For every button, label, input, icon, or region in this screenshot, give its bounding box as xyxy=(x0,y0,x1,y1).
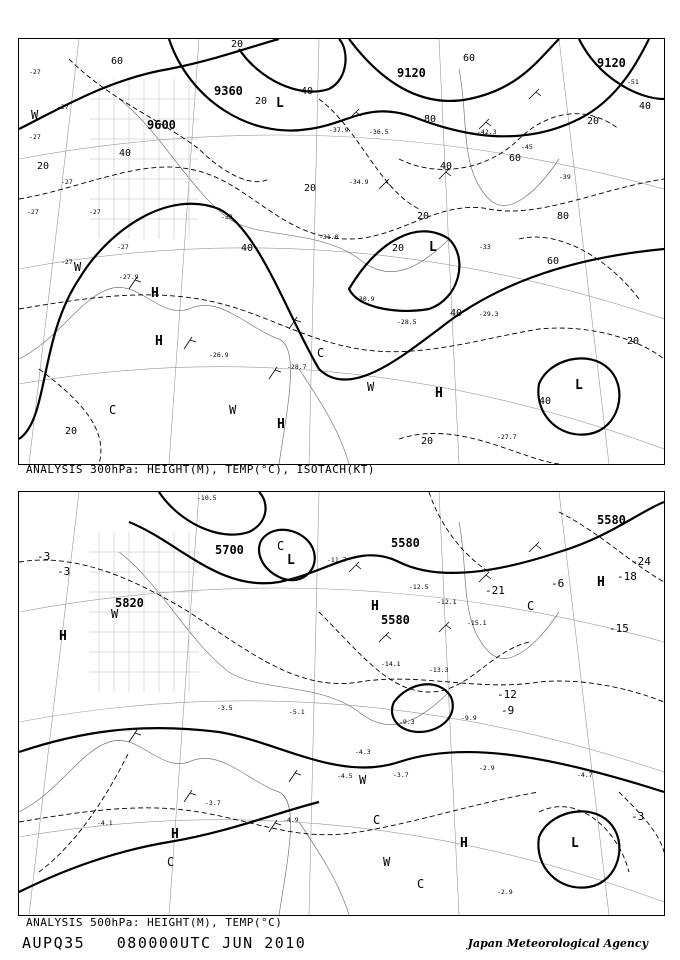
temperature-label: -4.7 xyxy=(577,771,593,779)
isotach-label: 20 xyxy=(255,96,268,107)
height-label: 5820 xyxy=(115,596,144,610)
warm-center: W xyxy=(383,855,391,869)
temperature-label: -3.7 xyxy=(393,771,409,779)
height-label: 5700 xyxy=(215,543,244,557)
isotherm-label: -21 xyxy=(485,584,505,597)
temperature-label: -27.9 xyxy=(119,273,139,281)
temperature-label: -27 xyxy=(89,208,101,216)
isotherm-label: -9 xyxy=(501,704,515,717)
temperature-label: -2.9 xyxy=(479,764,495,772)
temperature-label: -31.0 xyxy=(319,233,339,241)
temperature-label: -4.1 xyxy=(97,819,113,827)
temperature-label: -27 xyxy=(117,243,129,251)
temperature-label: -51 xyxy=(627,78,639,86)
low-pressure-center: L xyxy=(429,240,437,255)
isotach-label: 20 xyxy=(627,336,640,347)
warm-center: W xyxy=(74,260,82,274)
isotach-label: 60 xyxy=(509,153,522,164)
warm-center: W xyxy=(359,773,367,787)
temperature-label: -4.3 xyxy=(355,748,371,756)
high-pressure-center: H xyxy=(155,334,163,349)
isotach-label: 20 xyxy=(421,436,434,447)
isotach-label: 40 xyxy=(639,101,652,112)
high-pressure-center: H xyxy=(171,827,179,842)
warm-center: W xyxy=(367,380,375,394)
temperature-label: -27 xyxy=(61,178,73,186)
temperature-label: -15.1 xyxy=(467,619,487,627)
isotherm-label: -18 xyxy=(617,570,637,583)
agency-name: Japan Meteorological Agency xyxy=(467,937,648,950)
isotach-label: 20 xyxy=(37,161,50,172)
cold-center: C xyxy=(277,539,285,553)
isotach-label: 40 xyxy=(241,243,254,254)
isotach-label: 20 xyxy=(65,426,78,437)
height-labels xyxy=(147,56,626,132)
height-label: 9360 xyxy=(214,84,243,98)
temperature-label: -30.9 xyxy=(355,295,375,303)
high-pressure-center: H xyxy=(371,599,379,614)
temperature-label: -33 xyxy=(221,213,233,221)
temperature-label: -37.9 xyxy=(329,126,349,134)
temperature-label: -4.9 xyxy=(283,816,299,824)
temperature-label: -12.1 xyxy=(437,598,457,606)
temperature-label: -12.5 xyxy=(409,583,429,591)
caption-500hpa: ANALYSIS 500hPa: HEIGHT(M), TEMP(°C) xyxy=(26,916,283,929)
chart-datetime: 080000UTC JUN 2010 xyxy=(116,934,307,952)
temperature-label: -27.7 xyxy=(497,433,517,441)
isotach-label: 80 xyxy=(424,114,437,125)
isotach-label: 40 xyxy=(440,161,453,172)
map-500hpa-canvas xyxy=(19,492,664,915)
map-300hpa xyxy=(18,38,665,465)
temperature-label: -29.3 xyxy=(479,310,499,318)
temperature-label: -45 xyxy=(521,143,533,151)
map-500hpa xyxy=(18,491,665,916)
temperature-label: -28.5 xyxy=(397,318,417,326)
height-label: 5580 xyxy=(391,536,420,550)
caption-300hpa: ANALYSIS 300hPa: HEIGHT(M), TEMP(°C), ISOTACH(KT) xyxy=(26,463,376,476)
isotach-label: 60 xyxy=(547,256,560,267)
latlon-grid xyxy=(19,39,664,464)
cold-center: C xyxy=(417,877,425,891)
chart-code xyxy=(22,934,306,952)
temperature-label: -5.1 xyxy=(289,708,305,716)
temperature-label: -27 xyxy=(61,258,73,266)
isotach-label: 20 xyxy=(304,183,317,194)
height-label: 9600 xyxy=(147,118,176,132)
isotherm-label: -15 xyxy=(609,622,629,635)
temperature-label: -9.9 xyxy=(461,714,477,722)
height-label: 5580 xyxy=(597,513,626,527)
low-pressure-center: L xyxy=(571,836,579,851)
isotach-label: 20 xyxy=(392,243,405,254)
isotach-label: 40 xyxy=(539,396,552,407)
isotach-label: 40 xyxy=(301,86,314,97)
temperature-label: -27 xyxy=(57,103,69,111)
height-label: 5580 xyxy=(381,613,410,627)
warm-center: W xyxy=(31,108,39,122)
isotach-label: 60 xyxy=(463,53,476,64)
high-pressure-center: H xyxy=(435,386,443,401)
height-label: 9120 xyxy=(397,66,426,80)
isotherm-label: -12 xyxy=(497,688,517,701)
wind-barbs xyxy=(129,542,541,832)
isotach-label: 80 xyxy=(557,211,570,222)
low-pressure-center: L xyxy=(287,553,295,568)
isotherm-label: -6 xyxy=(551,577,565,590)
isotherm-label: -24 xyxy=(631,555,651,568)
cold-center: C xyxy=(167,855,175,869)
cold-center: C xyxy=(527,599,535,613)
temperature-label: -36.5 xyxy=(369,128,389,136)
temperature-label: -2.9 xyxy=(497,888,513,896)
temperature-label: -39 xyxy=(559,173,571,181)
temperature-label: -10.5 xyxy=(197,494,217,502)
high-pressure-center: H xyxy=(59,629,67,644)
temperature-label: -27 xyxy=(27,208,39,216)
isotherm-label: -3 xyxy=(37,550,51,563)
temperature-label: -3.7 xyxy=(205,799,221,807)
isotherm-label: -3 xyxy=(631,810,645,823)
temperature-label: -4.5 xyxy=(337,772,353,780)
isotach-label: 40 xyxy=(450,308,463,319)
temperature-label: -26.9 xyxy=(209,351,229,359)
hatched-region xyxy=(89,532,199,692)
cold-center: C xyxy=(317,346,325,360)
isotach-label: 20 xyxy=(231,39,244,50)
isotach-label: 60 xyxy=(111,56,124,67)
isotherm-label: -3 xyxy=(57,565,71,578)
temperature-label: -14.1 xyxy=(381,660,401,668)
low-pressure-center: L xyxy=(276,96,284,111)
chart-code-id: AUPQ35 xyxy=(22,934,86,952)
warm-center: W xyxy=(111,607,119,621)
map-300hpa-canvas xyxy=(19,39,664,464)
low-pressure-center: L xyxy=(575,378,583,393)
temperature-label: -33 xyxy=(479,243,491,251)
temperature-label: -27 xyxy=(29,68,41,76)
isotach-label: 20 xyxy=(587,116,600,127)
isotach-label: 20 xyxy=(417,211,430,222)
temperature-label: -11.7 xyxy=(327,556,347,564)
temperature-label: -42.3 xyxy=(477,128,497,136)
temperature-label: -3.5 xyxy=(217,704,233,712)
hatched-region xyxy=(89,79,199,239)
temperature-label: -9.3 xyxy=(399,718,415,726)
temperature-label: -34.9 xyxy=(349,178,369,186)
warm-center: W xyxy=(229,403,237,417)
high-pressure-center: H xyxy=(597,575,605,590)
high-pressure-center: H xyxy=(151,286,159,301)
high-pressure-center: H xyxy=(460,836,468,851)
temperature-label: -28.7 xyxy=(287,363,307,371)
isotach-label: 40 xyxy=(119,148,132,159)
temperature-centers xyxy=(31,108,375,417)
temperature-label: -13.3 xyxy=(429,666,449,674)
high-pressure-center: H xyxy=(277,417,285,432)
cold-center: C xyxy=(373,813,381,827)
temperature-label: -27 xyxy=(29,133,41,141)
height-label: 9120 xyxy=(597,56,626,70)
cold-center: C xyxy=(109,403,117,417)
